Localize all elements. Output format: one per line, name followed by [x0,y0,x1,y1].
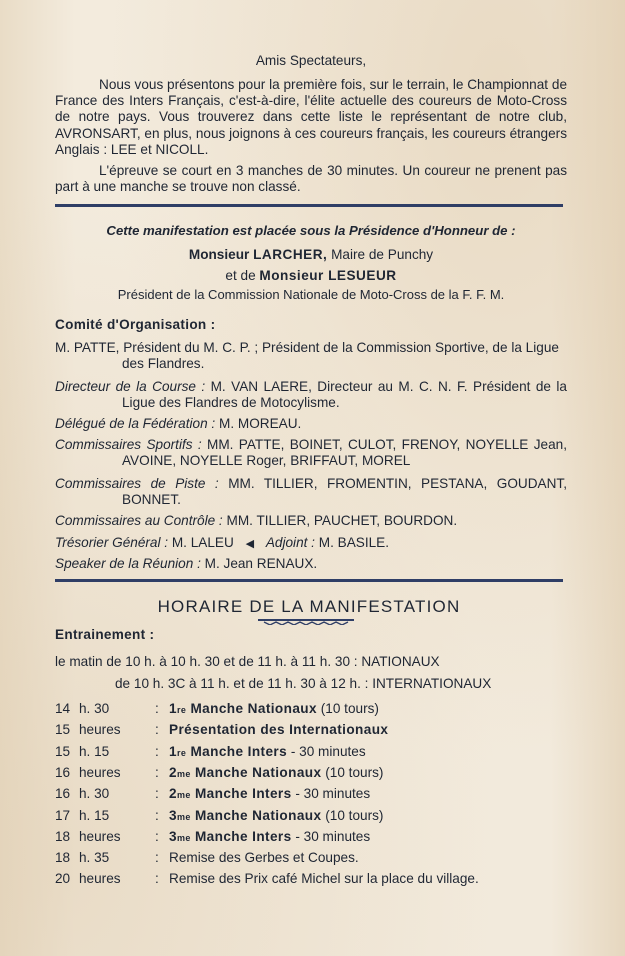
schedule-hour: 18 [55,850,71,866]
comite-entry-text: M. BASILE. [318,535,390,550]
comite-entry-speaker [55,556,567,572]
schedule-row [55,765,567,781]
comite-entry-text: MM. PATTE, BOINET, CULOT, FRENOY, NOYELLE Jean, AVOINE, NOYELLE Roger, BRIFFAUT, MOREL [122,437,567,469]
comite-role: Trésorier Général : [55,535,169,550]
ornament-icon [258,619,354,625]
comite-entry-text: M. PATTE, Président du M. C. P. ; Président de la Commission Sportive, de la Ligue des Flandres. [55,340,559,372]
schedule-row [55,722,567,738]
comite-role: Commissaires au Contrôle : [55,513,223,528]
schedule-event-detail: Remise des Gerbes et Coupes. [169,850,359,866]
schedule-time [55,786,155,802]
comite-entry-piste [55,476,567,508]
comite-entry-delegue [55,416,567,432]
schedule-minutes: heures [79,764,121,780]
comite-entry-text: M. Jean RENAUX. [204,556,318,571]
schedule-time [55,765,155,781]
comite-entry-directeur [55,379,567,411]
schedule-separator: : [155,786,159,802]
comite-role: Délégué de la Fédération : [55,416,216,431]
horaire-title: HORAIRE DE LA MANIFESTATION [157,597,461,616]
schedule-minutes: h. 15 [79,743,110,759]
schedule-event [169,722,388,737]
comite-entry-text: MM. TILLIER, FROMENTIN, PESTANA, GOUDANT, BONNET. [122,476,567,508]
comite-entry-text: M. VAN LAERE, Directeur au M. C. N. F. Président de la Ligue des Flandres de Motocylisme. [122,379,567,411]
schedule-event-title: 1re Manche Nationaux [169,701,317,716]
greeting: Amis Spectateurs, [255,53,367,68]
schedule-event [169,765,383,780]
entrainement-label: Entrainement : [55,627,155,642]
schedule-hour: 14 [55,701,71,716]
schedule-minutes: h. 30 [79,786,110,802]
comite-entry-text: MM. TILLIER, PAUCHET, BOURDON. [226,513,458,528]
schedule-time [55,701,155,717]
schedule-event [169,829,370,844]
comite-entry-sportifs [55,437,567,469]
schedule-separator: : [155,743,159,759]
presidence-line-4: Président de la Commission Nationale de Moto-Cross de la F. F. M. [117,287,505,302]
comite-entry-tresorier [55,535,567,552]
comite-role: Commissaires de Piste : [55,476,219,491]
schedule-row [55,808,567,824]
schedule-event-detail: (10 tours) [321,807,384,823]
schedule-minutes: heures [79,828,121,844]
schedule-time [55,850,155,866]
schedule-minutes: heures [79,722,121,738]
schedule-event [169,786,370,801]
schedule-event-detail: (10 tours) [316,701,379,716]
schedule-minutes: h. 15 [79,807,110,823]
schedule-hour: 15 [55,722,71,738]
schedule-row [55,850,567,866]
schedule-separator: : [155,722,159,738]
schedule-row [55,744,567,760]
schedule-hour: 17 [55,807,71,823]
schedule-hour: 18 [55,828,71,844]
schedule-event [169,701,379,716]
presidence-line-1: Cette manifestation est placée sous la Présidence d'Honneur de : [106,223,516,238]
schedule-event-title: $2^{me}$ Manche Inters [169,786,292,802]
schedule-row [55,871,567,887]
comite-entry-text: M. MOREAU. [219,416,302,431]
presidence-line-2-prefix: Monsieur [188,247,254,262]
schedule-minutes: heures [79,871,121,887]
schedule-hour: 15 [55,743,71,759]
schedule-separator: : [155,764,159,780]
schedule-event-title: Présentation des Internationaux [169,722,389,738]
comite-role: Adjoint : [265,535,315,550]
schedule-hour: 16 [55,786,71,802]
arrow-icon: ◀ [245,538,255,550]
schedule-row [55,701,567,717]
presidence-name-lesueur: Monsieur LESUEUR [259,268,397,283]
schedule-minutes: h. 35 [79,850,110,866]
schedule-separator: : [155,850,159,866]
schedule-hour: 16 [55,764,71,780]
divider-2 [55,579,563,582]
schedule-row [55,786,567,802]
comite-entry-patte [55,340,567,372]
schedule-time [55,744,155,760]
divider-1 [55,204,563,207]
schedule-row [55,829,567,845]
entrainement-line-1: le matin de 10 h. à 10 h. 30 et de 11 h. à 11 h. 30 : NATIONAUX [55,654,440,669]
schedule-separator: : [155,807,159,823]
presidence-line-2-suffix: Maire de Punchy [327,247,434,262]
schedule-separator: : [155,828,159,844]
comite-role: Directeur de la Course : [55,379,206,394]
schedule-time [55,808,155,824]
comite-role: Speaker de la Réunion : [55,556,201,571]
schedule-event-detail: (10 tours) [321,764,384,780]
schedule-event-title: $2^{me}$ Manche Nationaux [169,764,322,780]
presidence-line-3-prefix: et de [225,268,260,283]
schedule-time [55,829,155,845]
presidence-line-3 [55,268,567,284]
schedule-hour: 20 [55,871,71,887]
comite-role: Commissaires Sportifs : [55,437,202,452]
schedule-event [169,850,359,865]
schedule-event [169,744,366,759]
intro-paragraph-2: L'épreuve se court en 3 manches de 30 minutes. Un coureur ne prenent pas part à une manche se trouve non classé. [55,163,567,195]
schedule-separator: : [155,701,159,716]
schedule-event-detail: - 30 minutes [291,786,371,802]
schedule-time [55,871,155,887]
schedule-event-title: 1re Manche Inters [169,743,288,759]
comite-heading: Comité d'Organisation : [55,317,216,332]
comite-entry-controle [55,513,567,529]
schedule-separator: : [155,871,159,887]
schedule-minutes: h. 30 [79,701,110,716]
schedule-time [55,722,155,738]
schedule-event-detail: - 30 minutes [291,828,371,844]
presidence-name-larcher: LARCHER, [253,247,328,262]
schedule-event [169,808,383,823]
schedule-event-title: $3^{me}$ Manche Inters [169,828,292,844]
entrainement-line-2: de 10 h. 3C à 11 h. et de 11 h. 30 à 12 h. : INTERNATIONAUX [115,676,492,691]
schedule-event-title: $3^{me}$ Manche Nationaux [169,807,322,823]
schedule-event [169,871,479,886]
schedule-event-detail: - 30 minutes [287,743,366,759]
presidence-line-2 [55,247,567,263]
comite-entry-text: M. LALEU [171,535,234,550]
schedule-event-detail: Remise des Prix café Michel sur la place du village. [169,871,479,887]
intro-paragraph-1: Nous vous présentons pour la première fois, sur le terrain, le Championnat de France des Inters Français, c'est-à-dire, l'élite actuelle des coureurs de Moto-Cross de notre pays. Vous trouverez dans cette liste le représentant de notre club, AVRONSART, en plus, nous joignons à ces coureurs français, les coureurs étrangers Anglais : LEE et NICOLL. [55,77,567,157]
